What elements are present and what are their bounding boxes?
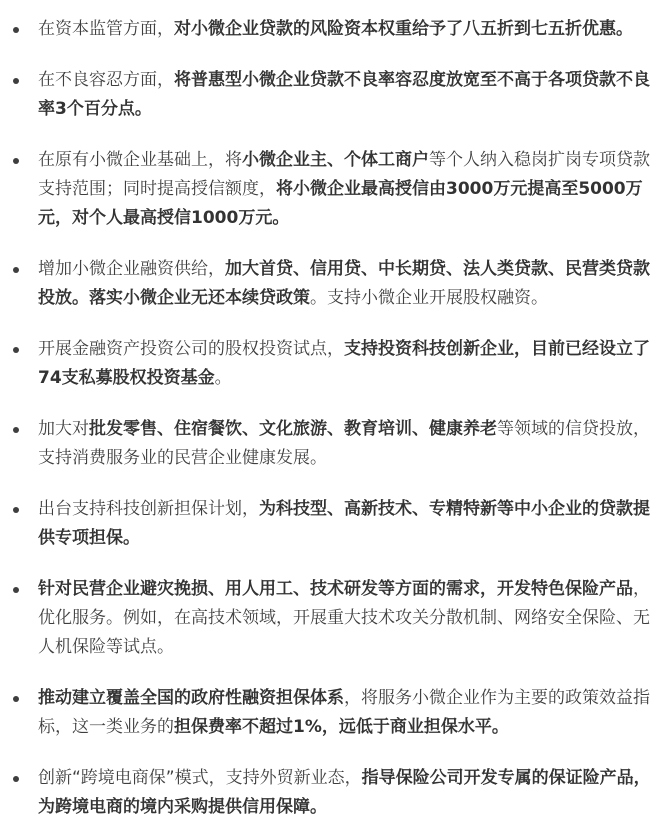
bold-text-segment: 指导保险公司开发专属的保证险产品，为跨境电商的境内采购提供信用保障。 <box>38 768 651 817</box>
bullet-icon <box>13 27 19 33</box>
bullet-icon <box>13 587 19 593</box>
bold-text-segment: 对小微企业贷款的风险资本权重给予了八五折到七五折优惠。 <box>174 19 633 39</box>
text-segment: 加大对 <box>38 419 89 439</box>
text-segment: 等领域的信贷投放，支持消费服务业的民营企业健康发展。 <box>38 419 650 468</box>
text-segment: ，优化服务。例如，在高技术领域，开展重大技术攻关分散机制、网络安全保险、无人机保险等试点。 <box>38 579 650 657</box>
text-segment: 。 <box>214 368 232 388</box>
bullet-icon <box>13 696 19 702</box>
item-text <box>38 419 650 468</box>
list-item <box>0 66 670 124</box>
list-item <box>0 415 670 473</box>
text-segment: 在不良容忍方面， <box>38 70 174 90</box>
text-segment: 出台支持科技创新担保计划， <box>38 499 259 519</box>
bold-text-segment: 推动建立覆盖全国的政府性融资担保体系 <box>38 688 344 708</box>
item-text <box>38 339 650 388</box>
item-text <box>38 259 650 308</box>
list-item <box>0 495 670 553</box>
item-text <box>38 768 651 817</box>
bold-text-segment: 将普惠型小微企业贷款不良率容忍度放宽至不高于各项贷款不良率3个百分点。 <box>38 70 650 119</box>
bold-text-segment: 加大首贷、信用贷、中长期贷、法人类贷款、民营类贷款投放。落实小微企业无还本续贷政策 <box>38 259 650 308</box>
text-segment: 等个人纳入稳岗扩岗专项贷款支持范围；同时提高授信额度， <box>38 150 650 199</box>
bullet-icon <box>13 78 19 84</box>
bold-text-segment: 小微企业主、个体工商户 <box>242 150 429 170</box>
bold-text-segment: 支持投资科技创新企业，目前已经设立了74支私募股权投资基金 <box>38 339 650 388</box>
list-item <box>0 146 670 233</box>
list-item <box>0 15 670 44</box>
item-text <box>38 688 650 737</box>
bullet-icon <box>13 347 19 353</box>
text-segment: 开展金融资产投资公司的股权投资试点， <box>38 339 344 359</box>
bold-text-segment: 将小微企业最高授信由3000万元提高至5000万元，对个人最高授信1000万元。 <box>38 179 643 228</box>
bullet-icon <box>13 267 19 273</box>
bold-text-segment: 批发零售、住宿餐饮、文化旅游、教育培训、健康养老 <box>89 419 497 439</box>
list-item <box>0 575 670 662</box>
bullet-icon <box>13 776 19 782</box>
list-item <box>0 255 670 313</box>
text-segment: 在原有小微企业基础上，将 <box>38 150 242 170</box>
item-text <box>38 19 633 39</box>
list-item <box>0 764 670 822</box>
bullet-icon <box>13 427 19 433</box>
bold-text-segment: 针对民营企业避灾挽损、用人用工、技术研发等方面的需求，开发特色保险产品 <box>38 579 633 599</box>
policy-list <box>0 15 670 822</box>
bullet-icon <box>13 507 19 513</box>
bold-text-segment: 担保费率不超过1%，远低于商业担保水平。 <box>174 717 509 737</box>
item-text <box>38 499 650 548</box>
text-segment: 创新“跨境电商保”模式，支持外贸新业态， <box>38 768 362 788</box>
text-segment: 。支持小微企业开展股权融资。 <box>310 288 548 308</box>
text-segment: ，将服务小微企业作为主要的政策效益指标，这一类业务的 <box>38 688 650 737</box>
item-text <box>38 579 650 657</box>
item-text <box>38 70 650 119</box>
text-segment: 增加小微企业融资供给， <box>38 259 225 279</box>
bullet-icon <box>13 158 19 164</box>
list-item <box>0 335 670 393</box>
text-segment: 在资本监管方面， <box>38 19 174 39</box>
item-text <box>38 150 650 228</box>
list-item <box>0 684 670 742</box>
bold-text-segment: 为科技型、高新技术、专精特新等中小企业的贷款提供专项担保。 <box>38 499 650 548</box>
